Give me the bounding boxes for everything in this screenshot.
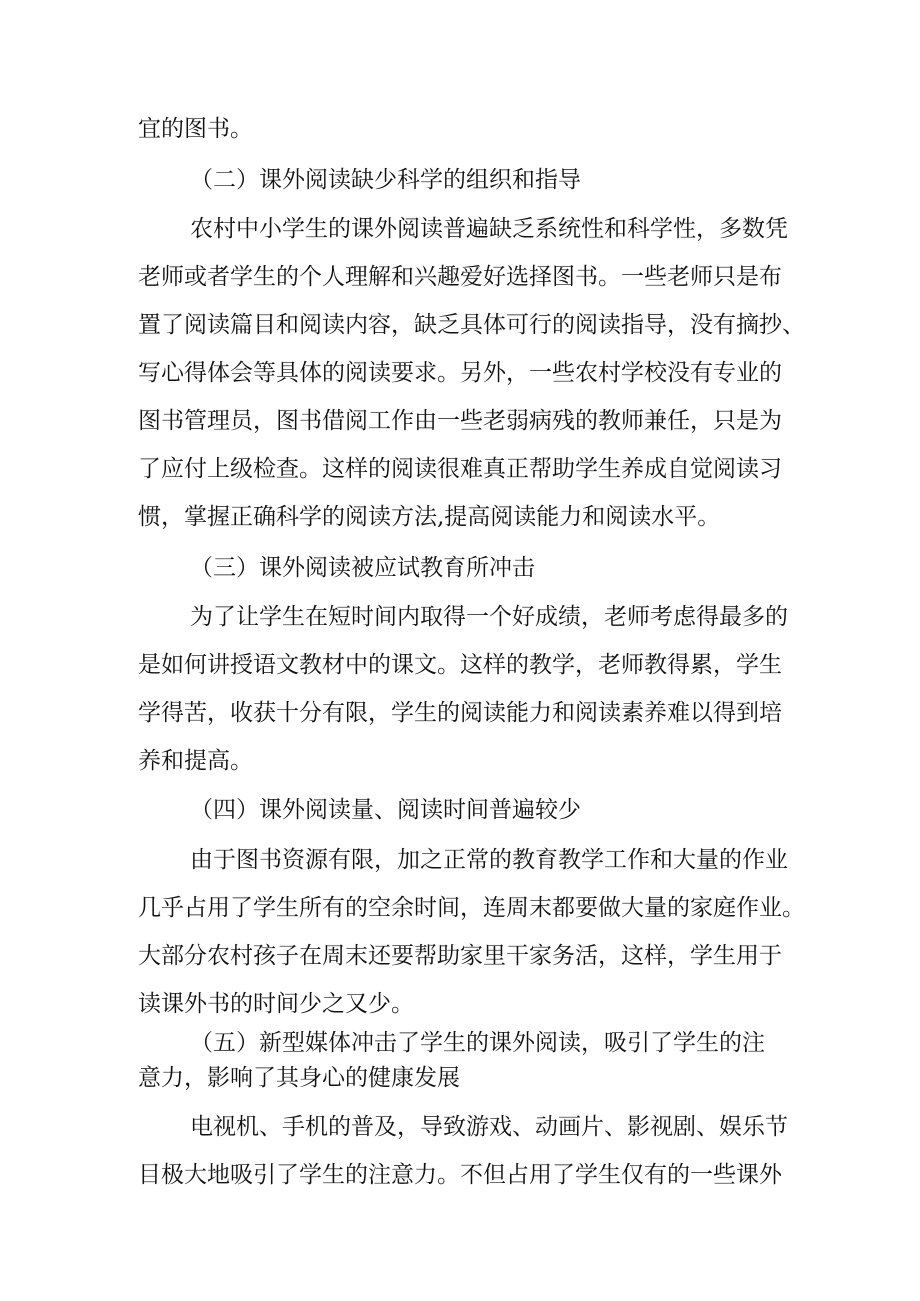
text-line: 老师或者学生的个人理解和兴趣爱好选择图书。一些老师只是布: [138, 264, 782, 290]
text-line: 农村中小学生的课外阅读普遍缺乏系统性和科学性，多数凭: [190, 216, 788, 242]
text-line: 为了让学生在短时间内取得一个好成绩，老师考虑得最多的: [190, 604, 788, 630]
text-line: 图书管理员，图书借阅工作由一些老弱病残的教师兼任，只是为: [138, 408, 782, 434]
section-heading-2: （二）课外阅读缺少科学的组织和指导: [190, 167, 581, 193]
text-line: 学得苦，收获十分有限，学生的阅读能力和阅读素养难以得到培: [138, 700, 782, 726]
text-line: 目极大地吸引了学生的注意力。不但占用了学生仅有的一些课外: [138, 1162, 782, 1188]
text-line: 置了阅读篇目和阅读内容，缺乏具体可行的阅读指导，没有摘抄、: [138, 312, 805, 338]
text-line: 是如何讲授语文教材中的课文。这样的教学，老师教得累，学生: [138, 652, 782, 678]
text-line: 了应付上级检查。这样的阅读很难真正帮助学生养成自觉阅读习: [138, 456, 782, 482]
section-heading-5-cont: 意力，影响了其身心的健康发展: [138, 1065, 460, 1091]
text-line: 宜的图书。: [138, 116, 253, 142]
section-heading-3: （三）课外阅读被应试教育所冲击: [190, 555, 535, 581]
text-line: 几乎占用了学生所有的空余时间，连周末都要做大量的家庭作业。: [138, 895, 805, 921]
section-heading-5: （五）新型媒体冲击了学生的课外阅读，吸引了学生的注: [190, 1030, 765, 1056]
text-line: 养和提高。: [138, 748, 253, 774]
text-line: 大部分农村孩子在周末还要帮助家里干家务活，这样，学生用于: [138, 943, 782, 969]
text-line: 写心得体会等具体的阅读要求。另外，一些农村学校没有专业的: [138, 360, 782, 386]
section-heading-4: （四）课外阅读量、阅读时间普遍较少: [190, 797, 581, 823]
text-line: 读课外书的时间少之又少。: [138, 991, 414, 1017]
text-line: 惯，掌握正确科学的阅读方法,提高阅读能力和阅读水平。: [138, 504, 721, 530]
text-line: 电视机、手机的普及，导致游戏、动画片、影视剧、娱乐节: [190, 1114, 788, 1140]
text-line: 由于图书资源有限，加之正常的教育教学工作和大量的作业: [190, 847, 788, 873]
